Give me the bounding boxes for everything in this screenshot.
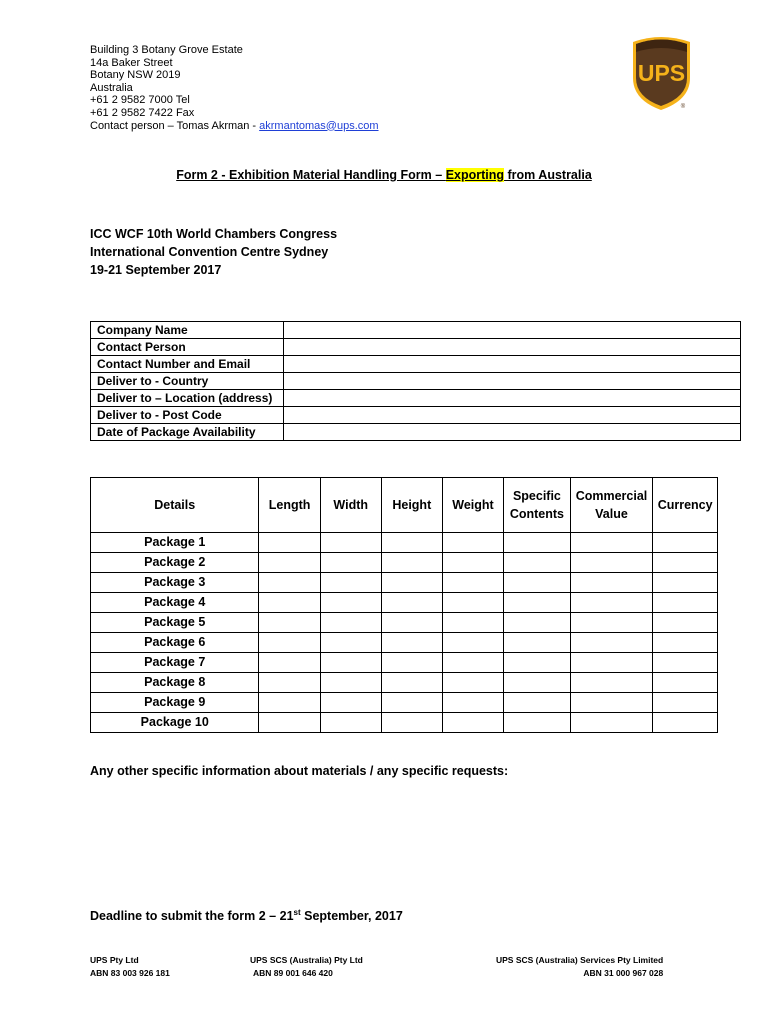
package-cell[interactable] xyxy=(442,553,503,573)
package-cell[interactable] xyxy=(320,593,381,613)
package-cell[interactable] xyxy=(653,693,718,713)
package-cell[interactable] xyxy=(259,713,320,733)
package-cell[interactable] xyxy=(320,693,381,713)
package-cell[interactable] xyxy=(381,573,442,593)
info-label: Deliver to - Post Code xyxy=(91,407,284,424)
package-cell[interactable] xyxy=(259,693,320,713)
package-row xyxy=(91,533,718,553)
info-value-field[interactable] xyxy=(284,407,741,424)
package-cell[interactable] xyxy=(570,713,653,733)
fax-number: +61 2 9582 7422 Fax xyxy=(90,106,195,119)
footer-abn: ABN 31 000 967 028 xyxy=(583,968,664,978)
package-cell[interactable] xyxy=(570,633,653,653)
footer-company-name: UPS SCS (Australia) Pty Ltd xyxy=(250,955,363,965)
package-cell[interactable] xyxy=(320,533,381,553)
package-cell[interactable] xyxy=(259,673,320,693)
package-cell[interactable] xyxy=(570,673,653,693)
package-label: Package 2 xyxy=(91,553,259,573)
package-cell[interactable] xyxy=(653,673,718,693)
package-cell[interactable] xyxy=(442,533,503,553)
package-cell[interactable] xyxy=(442,633,503,653)
deadline-sup: st xyxy=(293,908,301,917)
package-cell[interactable] xyxy=(442,653,503,673)
address-line: Building 3 Botany Grove Estate xyxy=(90,44,243,56)
package-cell[interactable] xyxy=(381,673,442,693)
package-cell[interactable] xyxy=(442,613,503,633)
package-cell[interactable] xyxy=(381,713,442,733)
package-row xyxy=(91,593,718,613)
info-label: Date of Package Availability xyxy=(91,424,284,441)
package-cell[interactable] xyxy=(653,653,718,673)
info-value-field[interactable] xyxy=(284,424,741,441)
package-row xyxy=(91,713,718,733)
deadline-prefix: Deadline to submit the form 2 – 21 xyxy=(90,909,294,924)
package-cell[interactable] xyxy=(320,573,381,593)
footer-abn: ABN 83 003 926 181 xyxy=(90,968,170,978)
column-header: Currency xyxy=(653,478,718,533)
package-cell[interactable] xyxy=(570,593,653,613)
package-cell[interactable] xyxy=(653,573,718,593)
package-cell[interactable] xyxy=(653,593,718,613)
package-cell[interactable] xyxy=(320,613,381,633)
ups-shield-icon xyxy=(629,34,694,112)
package-cell[interactable] xyxy=(504,573,571,593)
footer-company-1 xyxy=(90,954,170,980)
info-value-field[interactable] xyxy=(284,322,741,339)
footer-company-2 xyxy=(250,954,363,980)
package-cell[interactable] xyxy=(259,653,320,673)
package-cell[interactable] xyxy=(504,593,571,613)
package-cell[interactable] xyxy=(570,613,653,633)
form-title-part2: from Australia xyxy=(504,168,592,182)
package-cell[interactable] xyxy=(442,573,503,593)
package-cell[interactable] xyxy=(381,613,442,633)
event-name: ICC WCF 10th World Chambers Congress xyxy=(90,227,338,241)
package-cell[interactable] xyxy=(259,553,320,573)
info-row xyxy=(91,424,741,441)
event-dates: 19-21 September 2017 xyxy=(90,263,222,277)
footer-company-3 xyxy=(496,954,663,980)
package-cell[interactable] xyxy=(504,633,571,653)
footer-abn: ABN 89 001 646 420 xyxy=(253,968,333,978)
package-cell[interactable] xyxy=(259,613,320,633)
package-cell[interactable] xyxy=(381,633,442,653)
package-row xyxy=(91,553,718,573)
package-cell[interactable] xyxy=(570,693,653,713)
footer-company-name: UPS SCS (Australia) Services Pty Limited xyxy=(496,955,664,965)
package-cell[interactable] xyxy=(504,533,571,553)
package-row xyxy=(91,693,718,713)
info-value-field[interactable] xyxy=(284,390,741,407)
package-label: Package 6 xyxy=(91,633,259,653)
info-label: Contact Person xyxy=(91,339,284,356)
column-header: Height xyxy=(381,478,442,533)
info-label: Company Name xyxy=(91,322,284,339)
package-cell[interactable] xyxy=(442,693,503,713)
contact-info-table xyxy=(90,321,741,441)
form-title xyxy=(0,168,768,182)
info-row xyxy=(91,373,741,390)
column-header: Commercial Value xyxy=(570,478,653,533)
info-value-field[interactable] xyxy=(284,339,741,356)
package-label: Package 8 xyxy=(91,673,259,693)
column-header: Width xyxy=(320,478,381,533)
logo-text: UPS xyxy=(637,60,686,86)
contact-person: Contact person – Tomas Akrman - xyxy=(90,119,260,132)
info-row xyxy=(91,339,741,356)
package-details-table xyxy=(90,477,718,733)
info-value-field[interactable] xyxy=(284,356,741,373)
package-cell[interactable] xyxy=(381,593,442,613)
package-cell[interactable] xyxy=(381,693,442,713)
package-cell[interactable] xyxy=(320,653,381,673)
package-label: Package 4 xyxy=(91,593,259,613)
info-row xyxy=(91,356,741,373)
contact-email-link[interactable]: akrmantomas@ups.com xyxy=(259,119,379,132)
form-title-highlight: Exporting xyxy=(445,168,505,182)
event-details xyxy=(90,225,337,279)
package-label: Package 5 xyxy=(91,613,259,633)
package-cell[interactable] xyxy=(504,553,571,573)
deadline-suffix: September, 2017 xyxy=(300,909,403,924)
address-line: 14a Baker Street xyxy=(90,56,173,69)
package-row xyxy=(91,673,718,693)
package-cell[interactable] xyxy=(504,653,571,673)
package-cell[interactable] xyxy=(442,713,503,733)
package-cell[interactable] xyxy=(570,653,653,673)
package-cell[interactable] xyxy=(381,653,442,673)
deadline-note xyxy=(90,908,403,923)
package-cell[interactable] xyxy=(320,713,381,733)
package-cell[interactable] xyxy=(653,633,718,653)
info-label: Deliver to – Location (address) xyxy=(91,390,284,407)
package-cell[interactable] xyxy=(504,693,571,713)
other-info-label: Any other specific information about materials / any specific requests: xyxy=(90,764,509,778)
package-cell[interactable] xyxy=(653,533,718,553)
package-label: Package 10 xyxy=(91,713,259,733)
column-header: Details xyxy=(91,478,259,533)
event-venue: International Convention Centre Sydney xyxy=(90,245,329,259)
info-row xyxy=(91,390,741,407)
address-line: Botany NSW 2019 xyxy=(90,69,181,82)
info-label: Contact Number and Email xyxy=(91,356,284,373)
package-cell[interactable] xyxy=(653,553,718,573)
package-cell[interactable] xyxy=(504,613,571,633)
package-cell[interactable] xyxy=(570,573,653,593)
ups-logo xyxy=(629,34,694,112)
sender-address-block xyxy=(90,44,379,132)
package-cell[interactable] xyxy=(320,553,381,573)
package-cell[interactable] xyxy=(259,633,320,653)
info-label: Deliver to - Country xyxy=(91,373,284,390)
address-country: Australia xyxy=(90,81,133,94)
package-label: Package 3 xyxy=(91,573,259,593)
package-cell[interactable] xyxy=(442,593,503,613)
column-header: Weight xyxy=(442,478,503,533)
package-cell[interactable] xyxy=(504,673,571,693)
package-cell[interactable] xyxy=(570,533,653,553)
form-title-part1: Form 2 - Exhibition Material Handling Form – xyxy=(176,168,446,182)
info-row xyxy=(91,407,741,424)
footer-company-name: UPS Pty Ltd xyxy=(90,955,139,965)
package-cell[interactable] xyxy=(653,613,718,633)
phone-number: +61 2 9582 7000 Tel xyxy=(90,94,190,107)
info-row xyxy=(91,322,741,339)
package-cell[interactable] xyxy=(320,633,381,653)
contact-person-line xyxy=(90,120,379,133)
package-row xyxy=(91,633,718,653)
package-cell[interactable] xyxy=(442,673,503,693)
package-label: Package 7 xyxy=(91,653,259,673)
package-row xyxy=(91,573,718,593)
registered-mark: ® xyxy=(680,104,686,110)
column-header: Length xyxy=(259,478,320,533)
package-row xyxy=(91,653,718,673)
column-header: Specific Contents xyxy=(504,478,571,533)
package-cell[interactable] xyxy=(504,713,571,733)
package-cell[interactable] xyxy=(259,573,320,593)
package-cell[interactable] xyxy=(381,533,442,553)
package-cell[interactable] xyxy=(259,533,320,553)
package-cell[interactable] xyxy=(653,713,718,733)
package-cell[interactable] xyxy=(259,593,320,613)
package-row xyxy=(91,613,718,633)
info-value-field[interactable] xyxy=(284,373,741,390)
package-label: Package 1 xyxy=(91,533,259,553)
package-cell[interactable] xyxy=(570,553,653,573)
package-cell[interactable] xyxy=(320,673,381,693)
package-cell[interactable] xyxy=(381,553,442,573)
package-label: Package 9 xyxy=(91,693,259,713)
